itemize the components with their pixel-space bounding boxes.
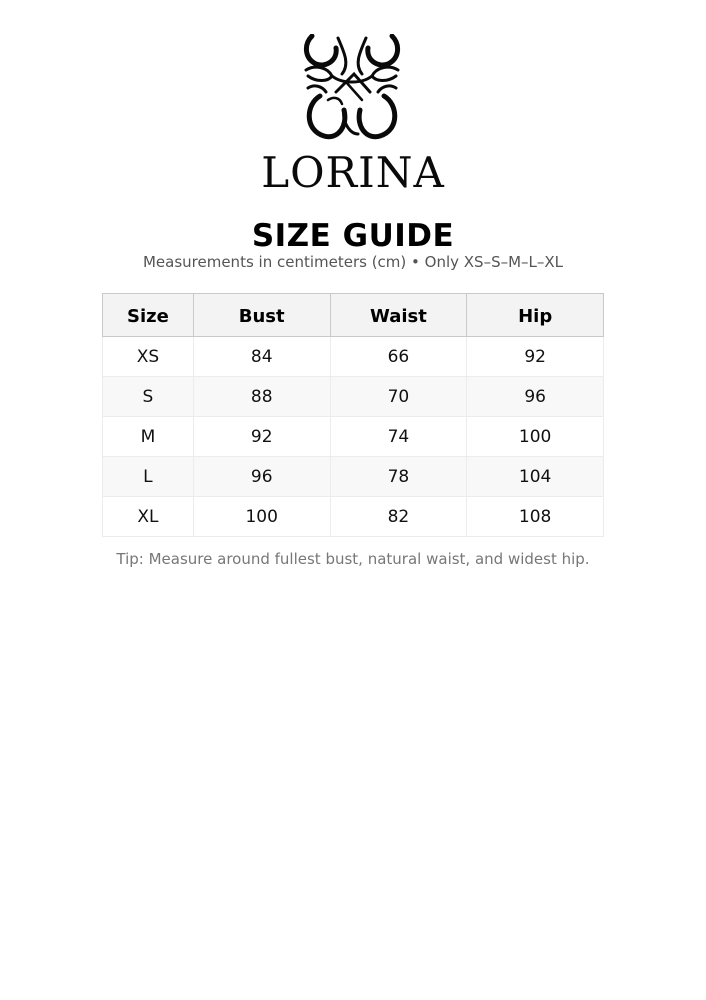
waist-cell: 66 [330, 337, 467, 377]
size-cell: XS [103, 337, 194, 377]
hip-cell: 92 [467, 337, 604, 377]
header-hip: Hip [467, 294, 604, 337]
waist-cell: 78 [330, 457, 467, 497]
hip-cell: 108 [467, 497, 604, 537]
table-row [103, 377, 604, 417]
hip-cell: 104 [467, 457, 604, 497]
table-header-row [103, 294, 604, 337]
table-row [103, 457, 604, 497]
brand-name: LORINA [261, 148, 445, 197]
page-title: SIZE GUIDE [251, 218, 455, 254]
size-cell: S [103, 377, 194, 417]
table-row [103, 337, 604, 377]
header-size: Size [103, 294, 194, 337]
monogram-logo-icon [298, 34, 406, 140]
size-cell: M [103, 417, 194, 457]
measurement-tip: Tip: Measure around fullest bust, natural waist, and widest hip. [116, 550, 590, 568]
page-subtitle: Measurements in centimeters (cm) • Only XS–S–M–L–XL [142, 253, 564, 271]
bust-cell: 96 [193, 457, 330, 497]
bust-cell: 84 [193, 337, 330, 377]
size-cell: L [103, 457, 194, 497]
header-bust: Bust [193, 294, 330, 337]
table-row [103, 417, 604, 457]
header-waist: Waist [330, 294, 467, 337]
table-row [103, 497, 604, 537]
size-cell: XL [103, 497, 194, 537]
waist-cell: 74 [330, 417, 467, 457]
size-table [102, 293, 604, 537]
waist-cell: 82 [330, 497, 467, 537]
hip-cell: 100 [467, 417, 604, 457]
bust-cell: 88 [193, 377, 330, 417]
hip-cell: 96 [467, 377, 604, 417]
bust-cell: 100 [193, 497, 330, 537]
waist-cell: 70 [330, 377, 467, 417]
bust-cell: 92 [193, 417, 330, 457]
